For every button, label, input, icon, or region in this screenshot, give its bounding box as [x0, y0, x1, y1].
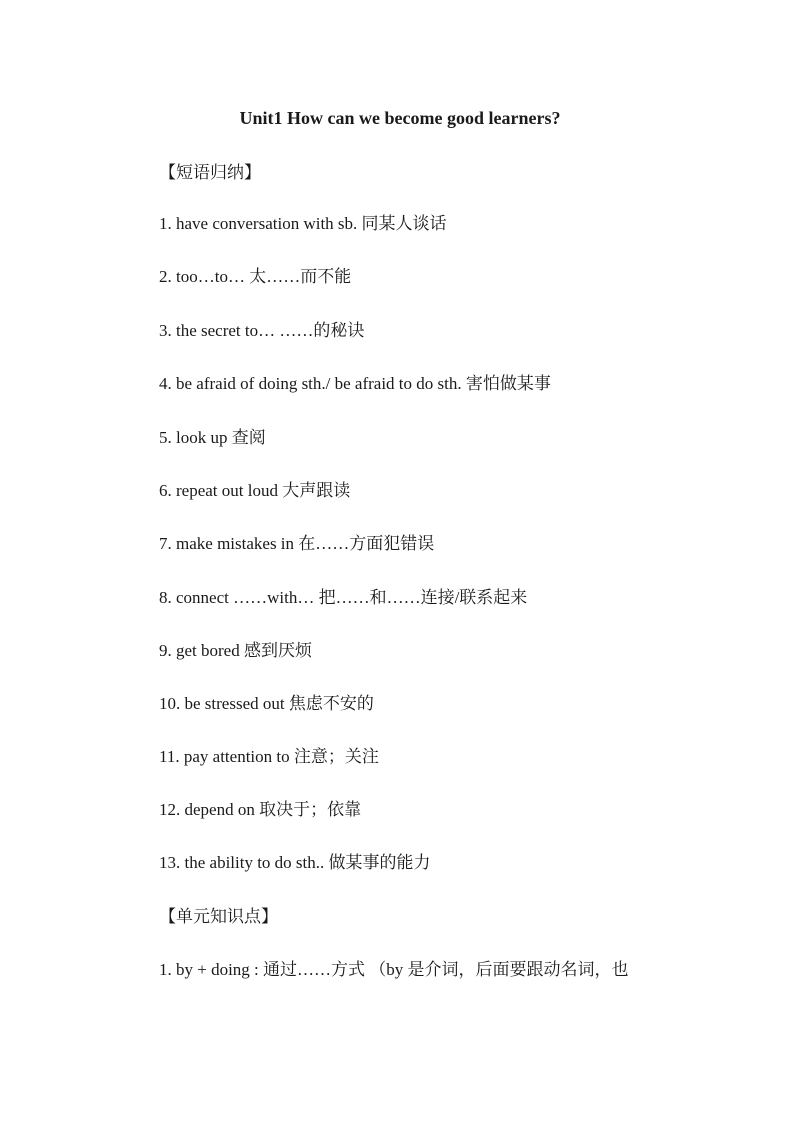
phrase-item-7: 7. make mistakes in 在……方面犯错误: [159, 534, 435, 553]
point-item-1: 1. by + doing : 通过……方式 （by 是介词，后面要跟动名词，也: [159, 960, 629, 979]
phrase-item-6: 6. repeat out loud 大声跟读: [159, 481, 351, 500]
phrase-item-12: 12. depend on 取决于；依靠: [159, 800, 362, 819]
phrase-item-11: 11. pay attention to 注意；关注: [159, 747, 379, 766]
phrase-item-5: 5. look up 查阅: [159, 428, 266, 447]
section-heading-points: 【单元知识点】: [159, 907, 278, 926]
phrase-item-13: 13. the ability to do sth.. 做某事的能力: [159, 853, 431, 872]
phrase-item-4: 4. be afraid of doing sth./ be afraid to do sth. 害怕做某事: [159, 374, 551, 393]
phrase-item-1: 1. have conversation with sb. 同某人谈话: [159, 214, 447, 233]
phrase-item-10: 10. be stressed out 焦虑不安的: [159, 694, 374, 713]
page-title: Unit1 How can we become good learners?: [239, 108, 561, 128]
phrase-item-2: 2. too…to… 太……而不能: [159, 267, 352, 286]
phrase-item-8: 8. connect ……with… 把……和……连接/联系起来: [159, 588, 528, 607]
phrase-item-3: 3. the secret to… ……的秘诀: [159, 321, 365, 340]
section-heading-phrases: 【短语归纳】: [159, 163, 261, 182]
phrase-item-9: 9. get bored 感到厌烦: [159, 641, 312, 660]
